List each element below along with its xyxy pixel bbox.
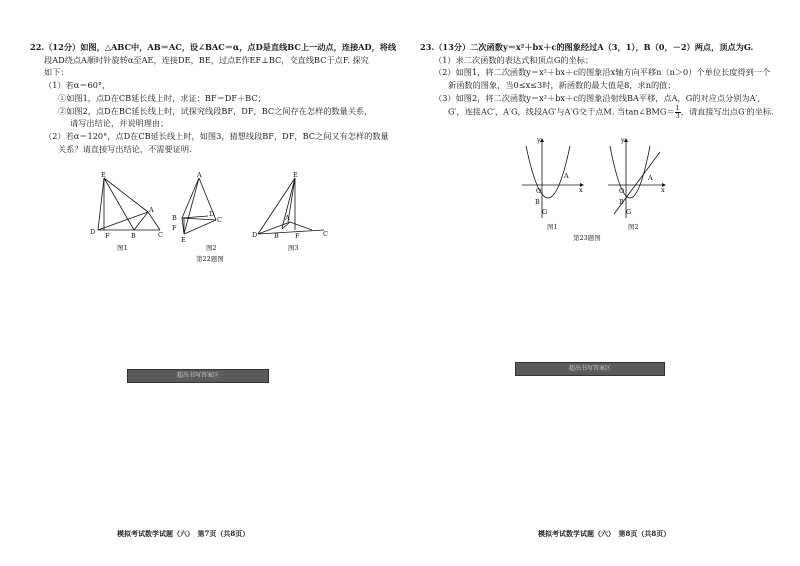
fig23-2-label: 图2 [628, 223, 639, 231]
svg-text:B: B [535, 198, 540, 206]
figure-22-1 [86, 171, 166, 240]
q22-line-1: 22.（12分）如图，△ABC中，AB＝AC，设∠BAC＝α，点D是直线BC上一动点，连接AD，将线 [30, 42, 397, 52]
q23-line-6-tail: ，请直接写出点G′的坐标. [680, 106, 774, 117]
svg-text:B: B [172, 214, 177, 222]
svg-text:A: A [197, 171, 202, 179]
svg-text:A: A [149, 206, 154, 214]
svg-text:E: E [293, 171, 298, 179]
svg-text:B: B [619, 198, 624, 206]
svg-text:F: F [105, 232, 110, 240]
svg-text:y: y [621, 136, 625, 144]
q23-line-4: 新函数的图象，当0≤x≤3时，新函数的最大值是8，求n的值； [448, 80, 676, 91]
svg-text:C: C [158, 231, 163, 239]
figure-23-2 [606, 138, 666, 220]
svg-text:A: A [564, 172, 569, 180]
answer-boundary-bar: 超出书写答案区 [515, 362, 665, 376]
q22-line-2: 段AD绕点A顺时针旋转α至AE，连接DE，BE，过点E作EF⊥BC，交直线BC于点F. 探究 [44, 54, 369, 65]
q22-line-4: （1）若α＝60°， [44, 80, 111, 91]
q23-line-5: （3）如图2，将二次函数y＝x²＋bx＋c的图象沿射线BA平移，点A，G的对应点分别为A′， [434, 92, 766, 103]
svg-text:E: E [101, 171, 106, 179]
page-footer: 模拟考试数学试题（六） 第8页（共8页） [538, 529, 671, 538]
q22-line-7: 请写出结论，并说明理由； [70, 118, 169, 129]
fig22-3-label: 图3 [288, 244, 299, 252]
q23-line-1: 23.（13分）二次函数y＝x²＋bx＋c的图象经过A（3，1），B（0，－2）两点，顶点为G. [420, 42, 754, 52]
page-footer: 模拟考试数学试题（六） 第7页（共8页） [117, 529, 250, 538]
svg-text:x: x [661, 186, 665, 194]
svg-text:E: E [181, 236, 186, 244]
fraction-numerator: 1 [675, 103, 680, 112]
answer-boundary-bar: 超出书写答案区 [127, 369, 269, 383]
svg-text:C: C [323, 230, 328, 238]
q23-line-2: （1）求二次函数的表达式和顶点G的坐标； [434, 54, 594, 65]
fig23-caption: 第23题图 [573, 234, 601, 242]
q22-line-6: ②如图2，点D在BC延长线上时，试探究线段BF，DF，BC之间存在怎样的数量关系， [58, 105, 373, 116]
svg-text:C: C [217, 216, 222, 224]
svg-text:A: A [648, 174, 653, 182]
svg-text:F: F [172, 224, 177, 232]
fig22-1-label: 图1 [117, 244, 128, 252]
svg-text:B: B [274, 232, 279, 240]
figure-22-3 [250, 171, 330, 240]
question-22 [30, 41, 397, 155]
fig23-1-label: 图1 [547, 223, 558, 231]
page-8 [400, 0, 800, 566]
q23-line-3: （2）如图1，将二次函数y＝x²＋bx＋c的图象沿x轴方向平移n（n＞0）个单位长度得到一个 [434, 67, 771, 78]
figure-22-2 [170, 171, 230, 244]
svg-text:G: G [626, 208, 632, 216]
svg-text:D: D [209, 210, 215, 218]
q22-line-3: 如下： [44, 67, 69, 78]
q23-line-6-text: G′，连接AC′，A′G，线段AG′与A′G交于点M. 当tan∠BMG＝ [448, 106, 675, 117]
svg-text:x: x [579, 186, 583, 194]
svg-text:y: y [537, 136, 541, 144]
svg-text:O: O [619, 187, 625, 195]
fig22-2-label: 图2 [206, 244, 217, 252]
svg-text:B: B [131, 232, 136, 240]
svg-text:F: F [295, 232, 300, 240]
question-23 [420, 41, 790, 120]
fraction-denominator: 3 [675, 111, 680, 120]
svg-text:G: G [542, 208, 548, 216]
q22-line-9: 关系？请直接写出结论，不需要证明. [58, 143, 192, 154]
svg-text:D: D [90, 228, 96, 236]
q22-line-8: （2）若α＝120°，点D在CB延长线上时，如图3，猜想线段BF，DF，BC之间又有怎样的数量 [44, 130, 389, 141]
q23-line-6 [420, 105, 790, 120]
svg-text:D: D [252, 231, 258, 239]
q22-line-5: ①如图1，点D在CB延长线上时，求证：BF＝DF＋BC； [58, 92, 266, 103]
figure-23-1 [520, 138, 585, 220]
svg-text:A: A [285, 214, 290, 222]
svg-text:O: O [536, 187, 542, 195]
fig22-caption: 第22题图 [196, 255, 224, 263]
